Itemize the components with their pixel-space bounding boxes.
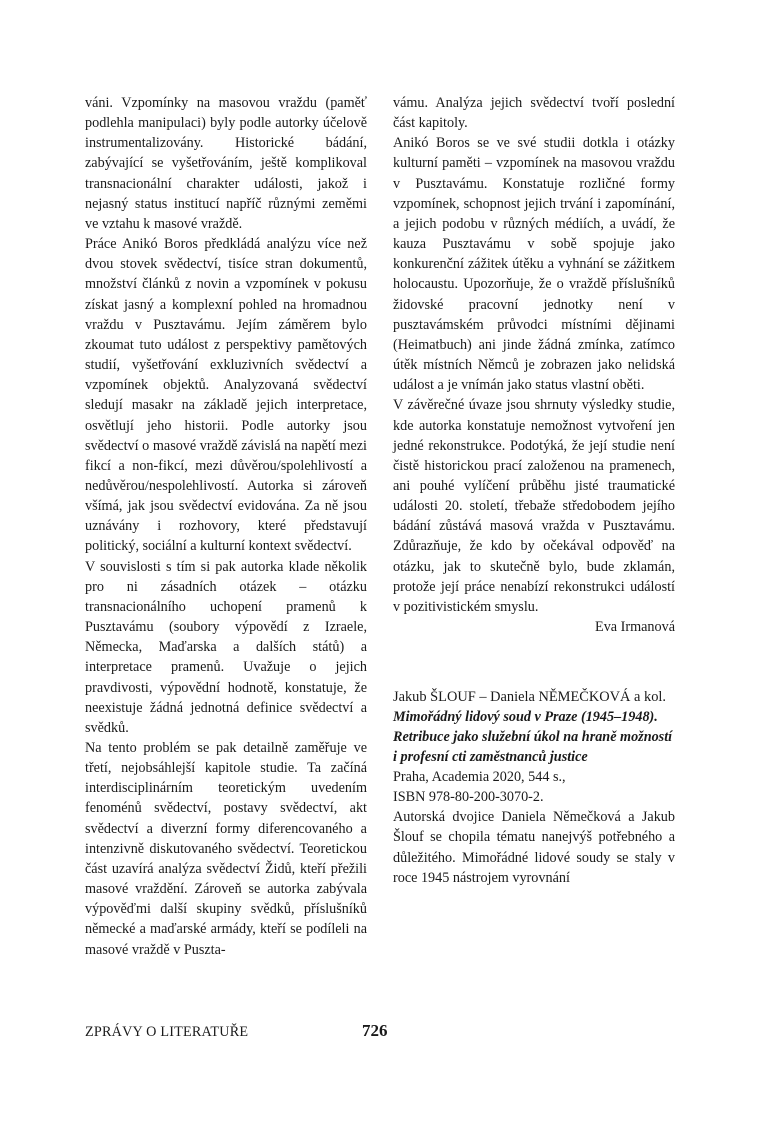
book-publisher: Praha, Academia 2020, 544 s., [393, 769, 566, 786]
reviewer-signature: Eva Irmanová [595, 619, 675, 636]
paragraph: váni. Vzpomínky na masovou vraždu (paměť podlehla manipulaci) byly podle autorky účelově instrumentalizovány. Historické bádání, zabývající se vyšetřováním, ještě komplikoval transnacionální charakter události, jakož i nejasný status institucí napříč různými zeměmi ve vztahu k masové vraždě. [85, 95, 367, 232]
book-title: Mimořádný lidový soud v Praze (1945–1948). Retribuce jako služební úkol na hraně možností i profesní cti zaměstnanců justice [393, 709, 673, 766]
paragraph: Práce Anikó Boros předkládá analýzu více než dvou stovek svědectví, tisíce stran dokumentů, množství článků z novin a vzpomínek v pokusu získat jasný a komplexní pohled na hromadnou vraždu v Pusztavámu. Jejím záměrem bylo zkoumat tuto událost z perspektivy pamětových studií, vyšetřování exkluzivních svědectví a vzpomínek objektů. Analyzovaná svědectví sledují masakr na základě jejich interpretace, osvětlují jeho historii. Podle autorky jsou svědectví o masové vraždě závislá na napětí mezi fikcí a non-fikcí, mezi důvěrou/spolehlivostí a nedůvěrou/nespolehlivostí. Autorka si zároveň všímá, jak jsou svědectví evidována. Za ně jsou uznávány i rozhovory, které představují politický, sociální a kulturní kontext svědectví. [85, 236, 367, 555]
book-authors: Jakub ŠLOUF – Daniela NĚMEČKOVÁ a kol. [393, 689, 666, 706]
running-footer-section: ZPRÁVY O LITERATUŘE [85, 1024, 249, 1040]
left-column [85, 93, 367, 960]
book-citation [393, 687, 675, 807]
paragraph: Na tento problém se pak detailně zaměřuje ve třetí, nejobsáhlejší kapitole studie. Ta začíná interdisciplinárním teoretickým uvedením fenoménů svědectví, postavy svědectví, akt svědectví a diverzní formy diferencovaného a intenzivně diskutovaného svědectví. Teoretickou část uzavírá analýza svědectví Židů, kteří přežili masové vraždění. Zároveň se autorka zabývala výpověďmi další skupiny svědků, příslušníků německé a maďarské armády, kteří se podíleli na masové vraždě v Puszta- [85, 740, 367, 958]
paragraph: vámu. Analýza jejich svědectví tvoří poslední část kapitoly. [393, 95, 675, 132]
paragraph: Anikó Boros se ve své studii dotkla i otázky kulturní paměti – vzpomínek na masovou vraždu v Pusztavámu. Konstatuje rozličné formy vzpomínek, schopnost jejich trvání i zapomínání, a jejich podobu v různých médiích, a uvádí, že kauza Pusztavámu v sobě spojuje jako konkurenční zážitek útěku a vyhnání se zážitkem holocaustu. Upozorňuje, že o vraždě příslušníků židovské pracovní jednotky není v pusztavámském průvodci místními dějinami (Heimatbuch) ani jinde žádná zmínka, zatímco útěk místních Němců je zobrazen jako nelidská událost a je vnímán jako status vlastní oběti. [393, 135, 675, 394]
book-isbn: ISBN 978-80-200-3070-2. [393, 789, 544, 806]
paragraph: V závěrečné úvaze jsou shrnuty výsledky studie, kde autorka konstatuje nemožnost vytvoření jen jedné rekonstrukce. Podotýká, že její studie není čistě historickou prací založenou na pramenech, ani pouhé vylíčení průběhu jisté traumatické události 20. století, třebaže středobodem jejího bádání zůstává masová vražda v Pusztavámu. Zdůrazňuje, že kdo by očekával odpověď na otázku, jak to skutečně bylo, bude zklamán, protože její práce nenabízí rekonstrukci událostí v pozitivistickém smyslu. [393, 397, 675, 615]
review-opening: Autorská dvojice Daniela Němečková a Jakub Šlouf se chopila tématu nanejvýš potřebného a důležitého. Mimořádné lidové soudy se staly v roce 1945 nástrojem vyrovnání [393, 809, 675, 886]
right-column [393, 93, 675, 888]
paragraph: V souvislosti s tím si pak autorka klade několik pro ni zásadních otázek – otázku transnacionálního uchopení pramenů k Pusztavámu (soubory výpovědí z Izraele, Německa, Maďarska a dalších států) a interpretace pramenů. Uvažuje o jejich pravdivosti, výpovědní hodnotě, konstatuje, že neexistuje žádná jednotná definice svědectví a svědků. [85, 558, 367, 736]
page-number: 726 [362, 1021, 388, 1040]
